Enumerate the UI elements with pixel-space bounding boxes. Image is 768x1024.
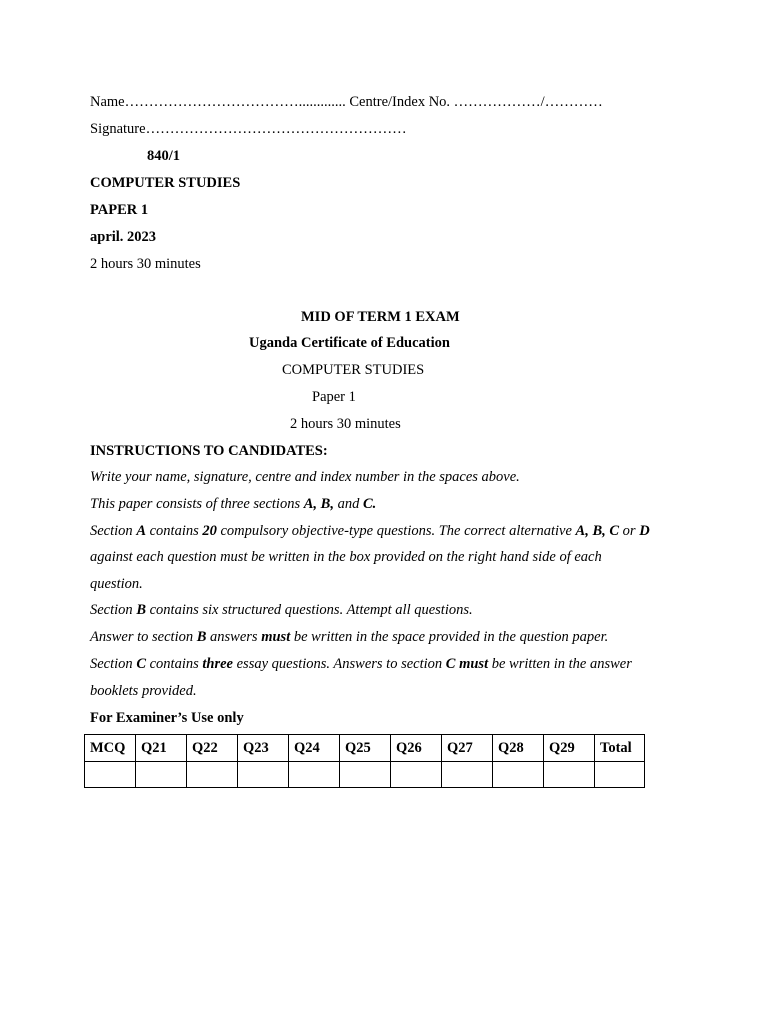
instruction-emphasis: A, B,: [303, 496, 334, 512]
duration-title: 2 hours 30 minutes: [290, 416, 401, 432]
instruction-line-3: [90, 522, 650, 540]
instruction-text: Answer to section: [90, 629, 197, 645]
instruction-line-5: question.: [90, 576, 143, 592]
table-header-cell: Q26: [391, 735, 442, 762]
paper-code: 840/1: [147, 148, 181, 164]
instruction-emphasis: must: [261, 629, 291, 645]
table-header-cell: Q27: [442, 735, 493, 762]
table-header-cell: Q23: [238, 735, 289, 762]
paper-title: Paper 1: [312, 389, 356, 405]
marks-cell[interactable]: [238, 762, 289, 788]
instruction-emphasis: A, B, C: [575, 523, 620, 539]
instruction-line-2: [90, 495, 376, 513]
instruction-emphasis: A: [136, 523, 146, 539]
instruction-text: contains: [145, 523, 203, 539]
marks-cell[interactable]: [544, 762, 595, 788]
marks-cell[interactable]: [136, 762, 187, 788]
instruction-text: compulsory objective-type questions. The correct alternative: [216, 523, 576, 539]
marks-cell[interactable]: [493, 762, 544, 788]
instruction-text: Section: [90, 523, 137, 539]
table-header-cell: Q21: [136, 735, 187, 762]
table-header-row: [85, 735, 645, 762]
exam-duration: 2 hours 30 minutes: [90, 256, 201, 272]
marks-cell[interactable]: [340, 762, 391, 788]
marks-cell[interactable]: [391, 762, 442, 788]
instruction-text: Section: [90, 602, 137, 618]
subject-heading: COMPUTER STUDIES: [90, 175, 241, 191]
instruction-line-8: [90, 655, 632, 673]
marks-cell[interactable]: [595, 762, 645, 788]
table-header-cell: MCQ: [85, 735, 136, 762]
instruction-emphasis: 20: [202, 523, 217, 539]
instruction-text: contains: [145, 656, 203, 672]
instruction-text: This paper consists of three sections: [90, 496, 304, 512]
instruction-line-1: Write your name, signature, centre and index number in the spaces above.: [90, 469, 520, 485]
instruction-text: answers: [206, 629, 262, 645]
instruction-emphasis: three: [202, 656, 233, 672]
examiner-heading: For Examiner’s Use only: [90, 710, 244, 726]
instruction-text: contains six structured questions. Attempt all questions.: [145, 602, 473, 618]
instruction-emphasis: D: [639, 523, 650, 539]
table-header-cell: Q25: [340, 735, 391, 762]
table-header-cell: Q24: [289, 735, 340, 762]
instruction-emphasis: B: [136, 602, 146, 618]
instruction-emphasis: C: [136, 656, 146, 672]
table-header-cell: Q29: [544, 735, 595, 762]
table-marks-row: [85, 762, 645, 788]
certificate-title: Uganda Certificate of Education: [249, 335, 450, 351]
exam-title: MID OF TERM 1 EXAM: [301, 309, 460, 325]
marks-cell[interactable]: [289, 762, 340, 788]
table-header-cell: Q22: [187, 735, 238, 762]
instruction-emphasis: B: [196, 629, 207, 645]
instruction-line-4: against each question must be written in the box provided on the right hand side of each: [90, 549, 602, 565]
marks-cell[interactable]: [442, 762, 493, 788]
table-header-cell: Total: [595, 735, 645, 762]
examiner-marks-table: [84, 734, 645, 788]
instruction-text: and: [333, 496, 363, 512]
paper-heading: PAPER 1: [90, 202, 149, 218]
instruction-text: Section: [90, 656, 137, 672]
marks-cell[interactable]: [85, 762, 136, 788]
instruction-text: essay questions. Answers to section: [232, 656, 446, 672]
table-header-cell: Q28: [493, 735, 544, 762]
signature-line: Signature………………………………………………: [90, 121, 407, 137]
subject-title: COMPUTER STUDIES: [282, 362, 425, 378]
instruction-line-7: [90, 628, 608, 646]
instructions-heading: INSTRUCTIONS TO CANDIDATES:: [90, 443, 328, 459]
instruction-line-9: booklets provided.: [90, 683, 197, 699]
instruction-text: be written in the answer: [488, 656, 632, 672]
instruction-text: be written in the space provided in the question paper.: [290, 629, 609, 645]
instruction-emphasis: C must: [445, 656, 489, 672]
marks-cell[interactable]: [187, 762, 238, 788]
instruction-line-6: [90, 601, 473, 619]
instruction-emphasis: C.: [362, 496, 377, 512]
name-centre-line: Name………………………………............. Centre/Index No. ………………/…………: [90, 94, 603, 110]
instruction-text: or: [619, 523, 640, 539]
exam-date: april. 2023: [90, 229, 157, 245]
